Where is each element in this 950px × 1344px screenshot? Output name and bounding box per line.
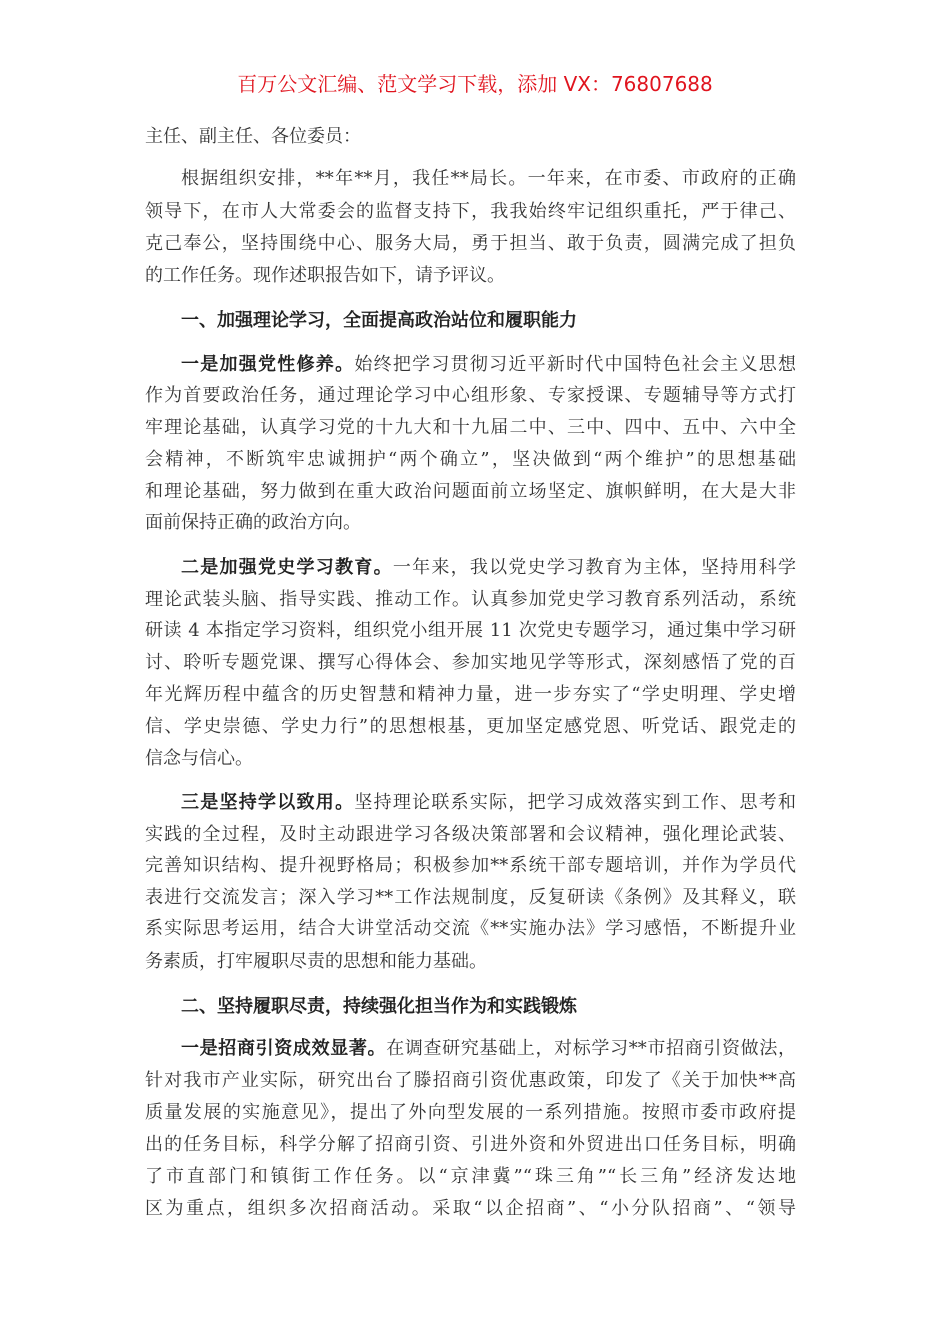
paragraph-line (145, 384, 796, 408)
line-text: 实践的全过程，及时主动跟进学习各级决策部署和会议精神，强化理论武装、 (145, 824, 796, 845)
line-text: 信念与信心。 (145, 748, 253, 769)
line-text: 一、加强理论学习，全面提高政治站位和履职能力 (181, 310, 577, 331)
line-text: 面前保持正确的政治方向。 (145, 512, 361, 533)
paragraph-line (145, 511, 796, 535)
paragraph-line (145, 619, 796, 643)
paragraph-line (145, 448, 796, 472)
paragraph-line (145, 651, 796, 675)
line-text: 信、学史崇德、学史力行”的思想根基，更加坚定感党恩、听党话、跟党走的 (145, 716, 796, 737)
line-text: 针对我市产业实际，研究出台了滕招商引资优惠政策，印发了《关于加快**高 (145, 1070, 796, 1091)
line-text: 系实际思考运用，结合大讲堂活动交流《**实施办法》学习感悟，不断提升业 (145, 918, 796, 939)
paragraph-lead: 二是加强党史学习教育。 (181, 557, 393, 578)
line-text: 出的任务目标，科学分解了招商引资、引进外资和外贸进出口任务目标，明确 (145, 1134, 796, 1155)
paragraph-line (145, 747, 796, 771)
paragraph-line (181, 1037, 796, 1061)
line-text: 务素质，打牢履职尽责的思想和能力基础。 (145, 951, 487, 972)
paragraph-line (145, 588, 796, 612)
paragraph-line (145, 1133, 796, 1157)
line-text: 区为重点，组织多次招商活动。采取“以企招商”、“小分队招商”、“领导 (145, 1198, 796, 1219)
paragraph-lead: 一是招商引资成效显著。 (181, 1038, 387, 1059)
line-text: 始终把学习贯彻习近平新时代中国特色社会主义思想 (354, 354, 797, 375)
section-heading (181, 309, 796, 333)
line-text: 表进行交流发言；深入学习**工作法规制度，反复研读《条例》及其释义，联 (145, 887, 796, 908)
line-text: 了市直部门和镇街工作任务。以“京津冀”“珠三角”“长三角”经济发达地 (145, 1166, 796, 1187)
line-text: 领导下，在市人大常委会的监督支持下，我我始终牢记组织重托，严于律己、 (145, 201, 796, 222)
paragraph-line (145, 917, 796, 941)
line-text: 作为首要政治任务，通过理论学习中心组形象、专家授课、专题辅导等方式打 (145, 385, 796, 406)
salutation: 主任、副主任、各位委员： (145, 126, 361, 147)
line-text: 研读 4 本指定学习资料，组织党小组开展 11 次党史专题学习，通过集中学习研 (145, 620, 796, 641)
paragraph-line (145, 854, 796, 878)
paragraph-line (145, 715, 796, 739)
paragraph-line (181, 556, 796, 580)
line-text: 的工作任务。现作述职报告如下，请予评议。 (145, 265, 505, 286)
paragraph-line (145, 1101, 796, 1125)
paragraph-line (145, 1069, 796, 1093)
paragraph-line (181, 353, 796, 377)
line-text: 在调查研究基础上，对标学习**市招商引资做法， (386, 1038, 796, 1059)
line-text: 牢理论基础，认真学习党的十九大和十九届二中、三中、四中、五中、六中全 (145, 417, 796, 438)
section-heading (181, 995, 796, 1019)
paragraph-line (181, 167, 796, 191)
line-text: 一年来，我以党史学习教育为主体，坚持用科学 (392, 557, 797, 578)
paragraph-line (145, 1165, 796, 1189)
line-text: 讨、聆听专题党课、撰写心得体会、参加实地见学等形式，深刻感悟了党的百 (145, 652, 796, 673)
paragraph-line (145, 200, 796, 224)
paragraph-line (181, 791, 796, 815)
line-text: 理论武装头脑、指导实践、推动工作。认真参加党史学习教育系列活动，系统 (145, 589, 796, 610)
line-text: 质量发展的实施意见》，提出了外向型发展的一系列措施。按照市委市政府提 (145, 1102, 796, 1123)
paragraph-line (145, 480, 796, 504)
line-text: 会精神，不断筑牢忠诚拥护“两个确立”，坚决做到“两个维护”的思想基础 (145, 449, 796, 470)
watermark-banner: 百万公文汇编、范文学习下载，添加 VX：76807688 (237, 72, 713, 96)
paragraph-line (145, 823, 796, 847)
line-text: 克己奉公，坚持围绕中心、服务大局，勇于担当、敢于负责，圆满完成了担负 (145, 233, 796, 254)
paragraph-line (145, 950, 796, 974)
line-text: 完善知识结构、提升视野格局；积极参加**系统干部专题培训，并作为学员代 (145, 855, 796, 876)
line-text: 坚持理论联系实际，把学习成效落实到工作、思考和 (354, 792, 797, 813)
line-text: 二、坚持履职尽责，持续强化担当作为和实践锻炼 (181, 996, 577, 1017)
paragraph-lead: 三是坚持学以致用。 (181, 792, 355, 813)
line-text: 根据组织安排，**年**月，我任**局长。一年来，在市委、市政府的正确 (181, 168, 796, 189)
paragraph-line (145, 1197, 796, 1221)
paragraph-lead: 一是加强党性修养。 (181, 354, 355, 375)
line-text: 年光辉历程中蕴含的历史智慧和精神力量，进一步夯实了“学史明理、学史增 (145, 684, 796, 705)
paragraph-line (145, 264, 796, 288)
paragraph-line (145, 886, 796, 910)
paragraph-line (145, 232, 796, 256)
line-text: 和理论基础，努力做到在重大政治问题面前立场坚定、旗帜鲜明，在大是大非 (145, 481, 796, 502)
paragraph-line (145, 683, 796, 707)
paragraph-line (145, 416, 796, 440)
